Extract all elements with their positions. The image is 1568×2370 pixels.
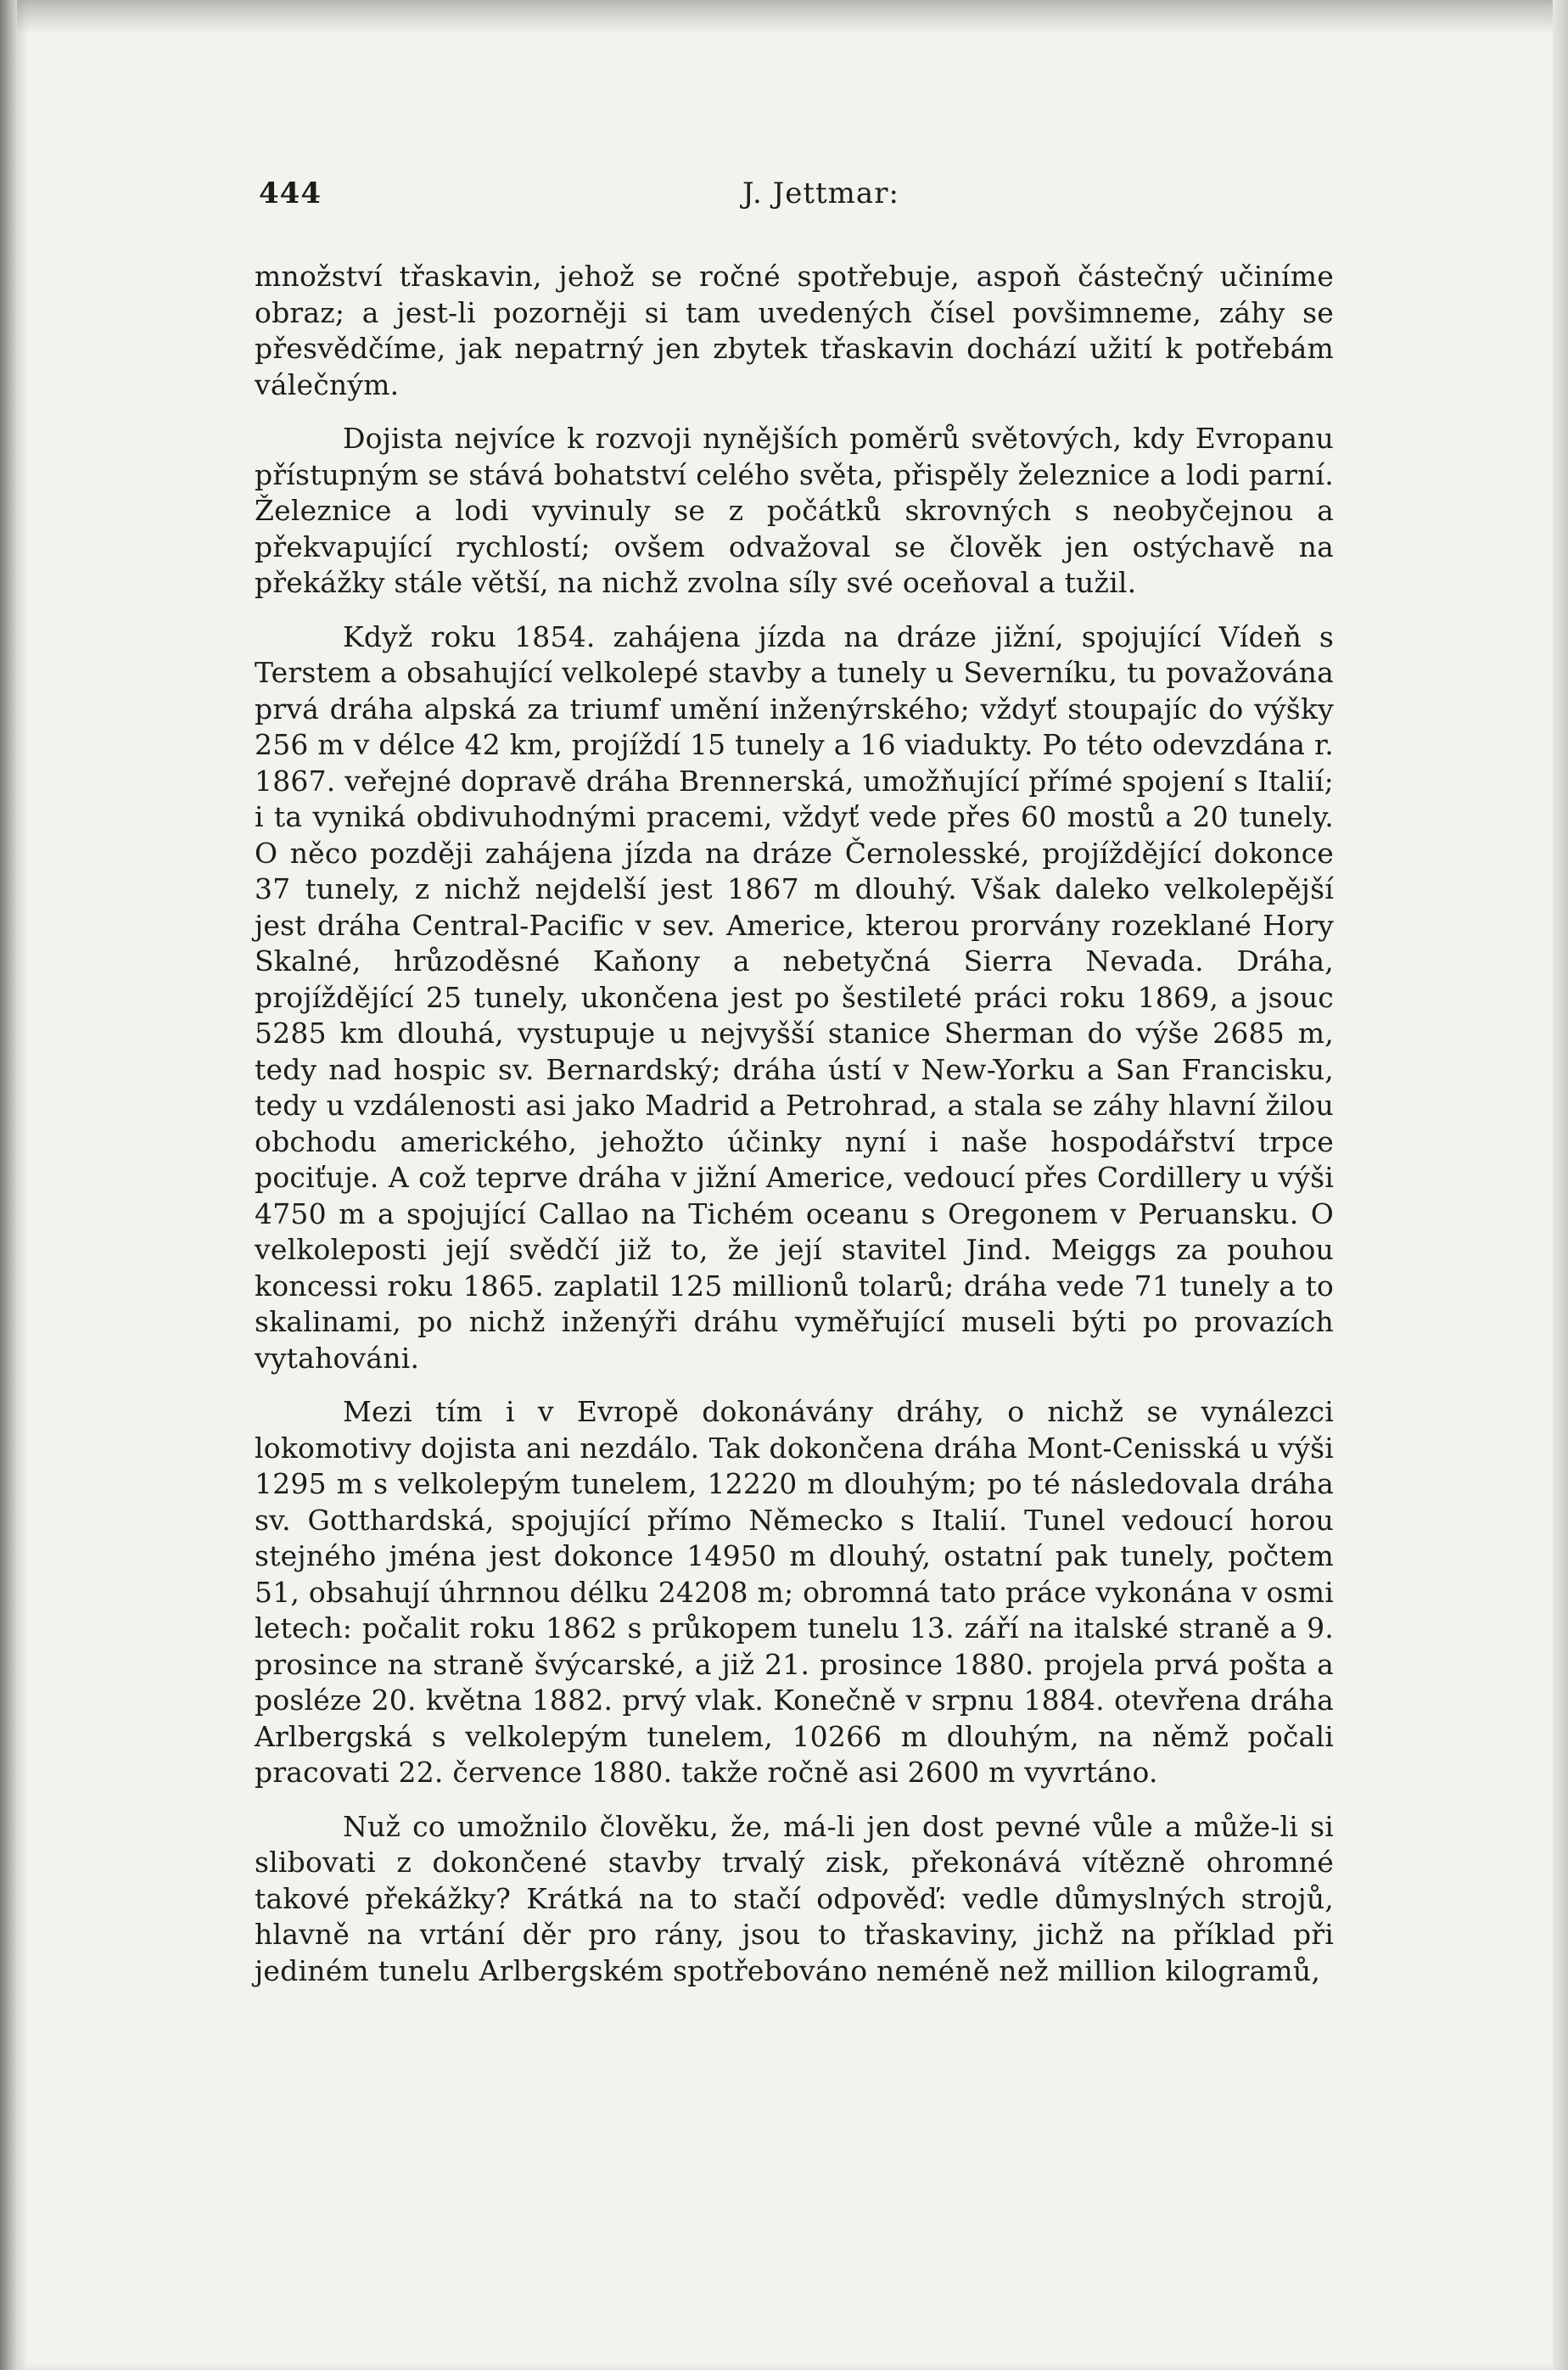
- text-body: [255, 259, 1334, 2007]
- page-top-shadow: [17, 0, 1553, 34]
- paragraph-4: Mezi tím i v Evropě dokonávány dráhy, o nichž se vynálezci lokomotivy dojista ani nezdálo. Tak dokončena dráha Mont-Cenisská u výši 1295 m s velkolepým tunelem, 12220 m dlouhým; po té následovala dráha sv. Gotthardská, spojující přímo Německo s Italií. Tunel vedoucí horou stejného jména jest dokonce 14950 m dlouhý, ostatní pak tunely, počtem 51, obsahují úhrnnou délku 24208 m; obromná tato práce vykonána v osmi letech: počalit roku 1862 s průkopem tunelu 13. září na italské straně a 9. prosince na straně švýcarské, a již 21. prosince 1880. projela prvá pošta a posléze 20. května 1882. prvý vlak. Konečně v srpnu 1884. otevřena dráha Arlbergská s velkolepým tunelem, 10266 m dlouhým, na němž počali pracovati 22. července 1880. takže ročně asi 2600 m vyvrtáno.: [255, 1395, 1334, 1789]
- paragraph-5: Nuž co umožnilo člověku, že, má-li jen dost pevné vůle a může-li si slibovati z dokončené stavby trvalý zisk, překonává vítězně ohromné takové překážky? Krátká na to stačí odpověď: vedle důmyslných strojů, hlavně na vrtání děr pro rány, jsou to třaskaviny, jichž na příklad při jediném tunelu Arlbergském spotřebováno neméně než million kilogramů,: [255, 1809, 1334, 1987]
- paragraph-1: množství třaskavin, jehož se ročné spotřebuje, aspoň částečný učiníme obraz; a jest-li pozorněji si tam uvedených čísel povšimneme, záhy se přesvědčíme, jak nepatrný jen zbytek třaskavin dochází užití k potřebám válečným.: [255, 260, 1334, 401]
- page-number: 444: [259, 176, 322, 210]
- paragraph-2: Dojista nejvíce k rozvoji nynějších poměrů světových, kdy Evropanu přístupným se stává bohatství celého světa, přispěly železnice a lodi parní. Železnice a lodi vyvinuly se z počátků skrovných s neobyčejnou a překvapující rychlostí; ovšem odvažoval se člověk jen ostýchavě na překážky stále větší, na nichž zvolna síly své oceňoval a tužil.: [255, 422, 1334, 599]
- book-gutter-shadow: [0, 0, 17, 2370]
- page-right-edge: [1553, 0, 1568, 2370]
- paragraph-3: Když roku 1854. zahájena jízda na dráze jižní, spojující Vídeň s Terstem a obsahující velkolepé stavby a tunely u Severníku, tu považována prvá dráha alpská za triumf umění inženýrského; vždyť stoupajíc do výšky 256 m v délce 42 km, projíždí 15 tunely a 16 viadukty. Po této odevzdána r. 1867. veřejné dopravě dráha Brennerská, umožňující přímé spojení s Italií; i ta vyniká obdivuhodnými pracemi, vždyť vede přes 60 mostů a 20 tunely. O něco později zahájena jízda na dráze Černolesské, projíždějící dokonce 37 tunely, z nichž nejdelší jest 1867 m dlouhý. Však daleko velkolepější jest dráha Central-Pacific v sev. Americe, kterou prorvány rozeklané Hory Skalné, hrůzoděsné Kaňony a nebetyčná Sierra Nevada. Dráha, projíždějící 25 tunely, ukončena jest po šestileté práci roku 1869, a jsouc 5285 km dlouhá, vystupuje u nejvyšší stanice Sherman do výše 2685 m, tedy nad hospic sv. Bernardský; dráha ústí v New-Yorku a San Francisku, tedy u vzdálenosti asi jako Madrid a Petrohrad, a stala se záhy hlavní žilou obchodu amerického, jehožto účinky nyní i naše hospodářství trpce pociťuje. A což teprve dráha v jižní Americe, vedoucí přes Cordillery u výši 4750 m a spojující Callao na Tichém oceanu s Oregonem v Peruansku. O velkoleposti její svědčí již to, že její stavitel Jind. Meiggs za pouhou koncessi roku 1865. zaplatil 125 millionů tolarů; dráha vede 71 tunely a to skalinami, po nichž inženýři dráhu vyměřující museli býti po provazích vytahováni.: [255, 619, 1334, 1375]
- page-header: [242, 176, 1336, 219]
- running-head: J. Jettmar:: [742, 176, 899, 210]
